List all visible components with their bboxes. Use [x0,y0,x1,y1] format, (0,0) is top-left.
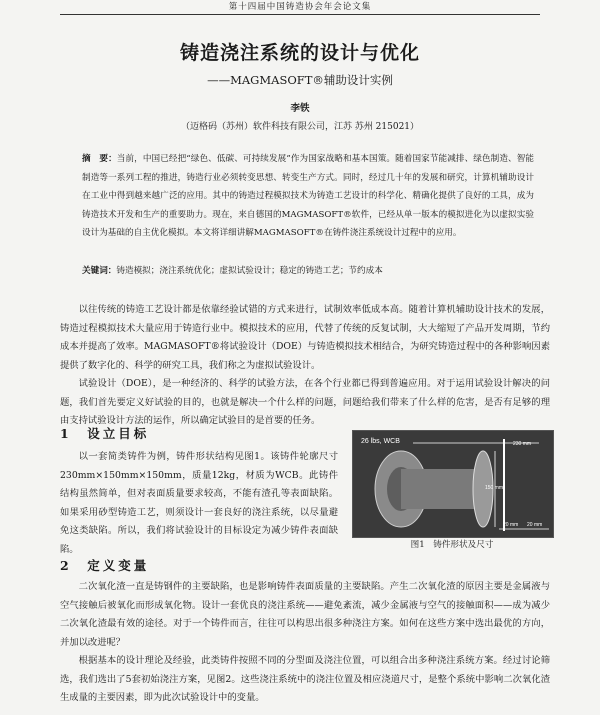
dimension-bottom-2: 20 mm [527,522,543,528]
running-header: 第十四届中国铸造协会年会论文集 [228,2,372,12]
dimension-top: 230 mm [513,441,532,447]
section-2-paragraph: 二次氧化渣一直是铸钢件的主要缺陷，也是影响铸件表面质量的主要缺陷。产生二次氧化渣的原因主要是金属液与空气接触后被氧化而形成氧化物。设计一套优良的浇注系统——避免紊流，减少金属液与空气的接触面积——成为减少二次氧化渣最有效的途径。对于一个铸件而言，往往可以构思出很多种浇注方案。如何在这些方案中选出最优的方向，并加以改进呢？ [60,581,550,648]
paper-subtitle: ——MAGMASOFT®辅助设计实例 [207,73,393,87]
affiliation: （迈格码（苏州）软件科技有限公司，江苏 苏州 215021） [180,122,420,132]
keywords-label: 关键词： [82,266,117,276]
section-2-paragraph: 根据基本的设计理论及经验，此类铸件按照不同的分型面及浇注位置，可以组合出多种浇注系统方案。经过讨论筛选，我们选出了5套初始浇注方案，见图2。这些浇注系统中的浇注位置及相应浇道尺寸，是整个系统中影响二次氧化渣生成量的主要因素，即为此次试验设计中的变量。 [60,655,550,703]
figure-label: 26 lbs, WCB [361,438,400,445]
dimension-bottom-1: 20 mm [503,522,519,528]
author: 李铁 [290,103,310,114]
section-2-body [60,578,550,708]
figure-1-caption: 图1 铸件形状及尺寸 [410,540,494,550]
section-1-paragraph: 以一套简类铸件为例，铸件形状结构见图1。该铸件轮廓尺寸230mm×150mm×150mm，质量12kg，材质为WCB。此铸件结构虽然简单，但对表面质量要求较高，不能有渣孔等表面缺陷。如果采用砂型铸造工艺，则须设计一套良好的浇注系统，以尽量避免这类缺陷。所以，我们将试验设计的目标设定为减少铸件表面缺陷。 [60,451,338,555]
section-2-heading: 2 定义变量 [60,558,150,573]
casting-drawing [353,431,553,537]
paper-title: 铸造浇注系统的设计与优化 [179,42,420,64]
keywords [82,264,534,276]
abstract-label: 摘 要： [82,154,117,164]
abstract-text: 当前，中国已经把“绿色、低碳、可持续发展”作为国家战略和基本国策。随着国家节能减排、绿色制造、智能制造等一系列工程的推进，铸造行业必须转变思想、转变生产方式。同时，经过几十年的发展和研究，计算机辅助设计在工业中得到越来越广泛的应用。其中的铸造过程模拟技术为铸造工艺设计的科学化、精确化提供了良好的工具，成为铸造技术开发和生产的重要助力。现在，来自德国的MAGMASOFT®软件，已经从单一版本的模拟进化为以虚拟实验设计为基础的自主优化模拟。本文将详细讲解MAGMASOFT®在铸件浇注系统设计过程中的应用。 [82,154,534,239]
section-1-heading: 1 设立目标 [60,426,150,441]
figure-1-casting [352,430,554,538]
dimension-side: 150 mm [485,485,504,491]
section-1-body [60,448,338,559]
introduction [60,301,550,431]
header-rule [60,14,540,15]
abstract [82,150,534,243]
keywords-text: 铸造模拟；浇注系统优化；虚拟试验设计；稳定的铸造工艺；节约成本 [116,266,383,276]
intro-paragraph: 试验设计（DOE），是一种经济的、科学的试验方法，在各个行业都已得到普遍应用。对于运用试验设计解决的问题，我们首先要定义好试验的目的，也就是解决一个什么样的问题，问题给我们带来了什么样的危害，是否有足够的理由支持试验设计方法的运作，所以确定试验目的是首要的任务。 [60,378,550,426]
intro-paragraph: 以往传统的铸造工艺设计都是依靠经验试错的方式来进行，试制效率低成本高。随着计算机辅助设计技术的发展，铸造过程模拟技术大量应用于铸造行业中。模拟技术的应用，代替了传统的反复试制，大大缩短了产品开发周期，节约成本并提高了效率。MAGMASOFT®将试验设计（DOE）与铸造模拟技术相结合，为研究铸造过程中的各种影响因素提供了数字化的、科学的研究工具，我们称之为虚拟试验设计。 [60,304,550,371]
